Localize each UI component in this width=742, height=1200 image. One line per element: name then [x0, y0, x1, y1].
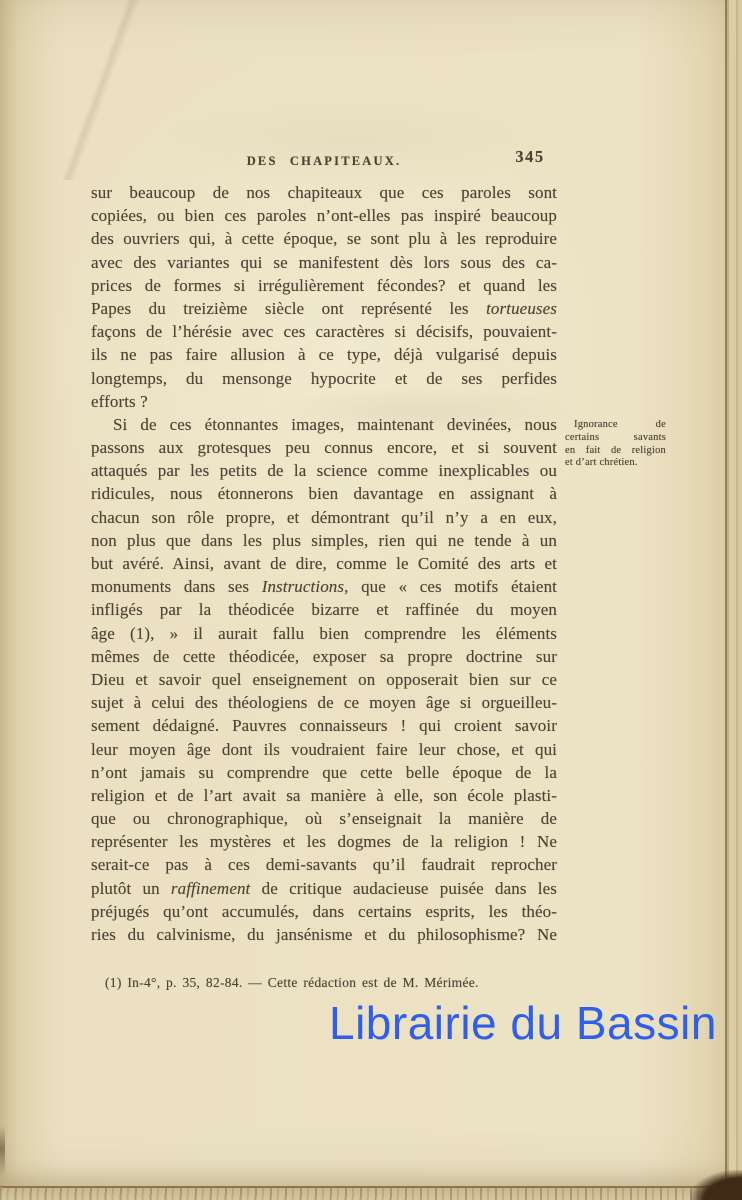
- text-line: Dieu et savoir quel enseignement on opposerait bien sur ce: [91, 669, 557, 689]
- text-line: sujet à celui des théologiens de ce moyen âge si orgueilleu-: [91, 693, 557, 713]
- text-line: sur beaucoup de nos chapiteaux que ces paroles sont: [91, 183, 557, 202]
- text-line: infligés par la théodicée bizarre et raffinée du moyen: [91, 600, 557, 620]
- text-line: Papes du treizième siècle ont représenté les tortueuses: [91, 298, 557, 318]
- body-text: [91, 181, 557, 946]
- text-line: ries du calvinisme, du jansénisme et du philosophisme? Ne: [91, 925, 557, 944]
- text-line: préjugés qu’ont accumulés, dans certains esprits, les théo-: [91, 901, 557, 921]
- text-line: attaqués par les petits de la science comme inexplicables ou: [91, 461, 557, 481]
- text-line: non plus que dans les plus simples, rien qui ne tende à un: [91, 530, 557, 550]
- margin-note-line: en fait de religion: [565, 444, 666, 456]
- text-line: chacun son rôle propre, et démontrant qu’il n’y a en eux,: [91, 507, 557, 527]
- margin-note-line: et d’art chrétien.: [565, 457, 638, 469]
- text-line: prices de formes si irrégulièrement fécondes? et quand les: [91, 275, 557, 295]
- text-line: ils ne pas faire allusion à ce type, déjà vulgarisé depuis: [91, 345, 557, 365]
- text-line: leur moyen âge dont ils voudraient faire leur chose, et qui: [91, 739, 557, 759]
- text-line: serait-ce pas à ces demi-savants qu’il faudrait reprocher: [91, 855, 557, 875]
- text-line: plutôt un raffinement de critique audacieuse puisée dans les: [91, 878, 557, 898]
- book-fore-edge: [725, 0, 742, 1190]
- text-line: âge (1), » il aurait fallu bien comprendre les éléments: [91, 623, 557, 643]
- running-header: DES CHAPITEAUX.: [246, 154, 402, 168]
- text-line: des ouvriers qui, à cette époque, se sont plu à les reproduire: [91, 229, 557, 249]
- footnote: (1) In-4°, p. 35, 82-84. — Cette rédaction est de M. Mérimée.: [105, 975, 479, 990]
- text-line: façons de l’hérésie avec ces caractères si décisifs, pouvaient-: [91, 322, 557, 342]
- text-line: longtemps, du mensonge hypocrite et de ses perfides: [91, 368, 557, 388]
- text-line: sement dédaigné. Pauvres connaisseurs ! qui croient savoir: [91, 716, 557, 736]
- margin-note-line: Ignorance de: [574, 419, 666, 430]
- text-line: mêmes de cette théodicée, exposer sa propre doctrine sur: [91, 646, 557, 666]
- bottom-right-board-shadow: [690, 1170, 742, 1200]
- margin-note-line: certains savants: [565, 431, 666, 443]
- text-line: avec des variantes qui se manifestent dès lors sous des ca-: [91, 252, 557, 272]
- text-line: monuments dans ses Instructions, que « ces motifs étaient: [91, 577, 557, 597]
- text-line: ridicules, nous étonnerons bien davantage en assignant à: [91, 484, 557, 504]
- text-line: n’ont jamais su comprendre que cette belle époque de la: [91, 762, 557, 782]
- text-line: que ou chronographique, où s’enseignait la manière de: [91, 809, 557, 829]
- text-line: religion et de l’art avait sa manière à elle, son école plasti-: [91, 785, 557, 805]
- text-line: efforts ?: [91, 391, 148, 411]
- text-line: passons aux grotesques peu connus encore, et si souvent: [91, 438, 557, 458]
- watermark-librairie-du-bassin: Librairie du Bassin: [329, 997, 717, 1049]
- page-number: 345: [515, 147, 545, 166]
- text-line: copiées, ou bien ces paroles n’ont-elles pas inspiré beaucoup: [91, 206, 557, 226]
- text-line: représenter les mystères et les dogmes de la religion ! Ne: [91, 832, 557, 852]
- margin-note: [565, 419, 666, 470]
- left-edge-mark: [0, 1126, 5, 1176]
- text-line: Si de ces étonnantes images, maintenant devinées, nous: [113, 414, 557, 434]
- text-line: but avéré. Ainsi, avant de dire, comme le Comité des arts et: [91, 554, 557, 573]
